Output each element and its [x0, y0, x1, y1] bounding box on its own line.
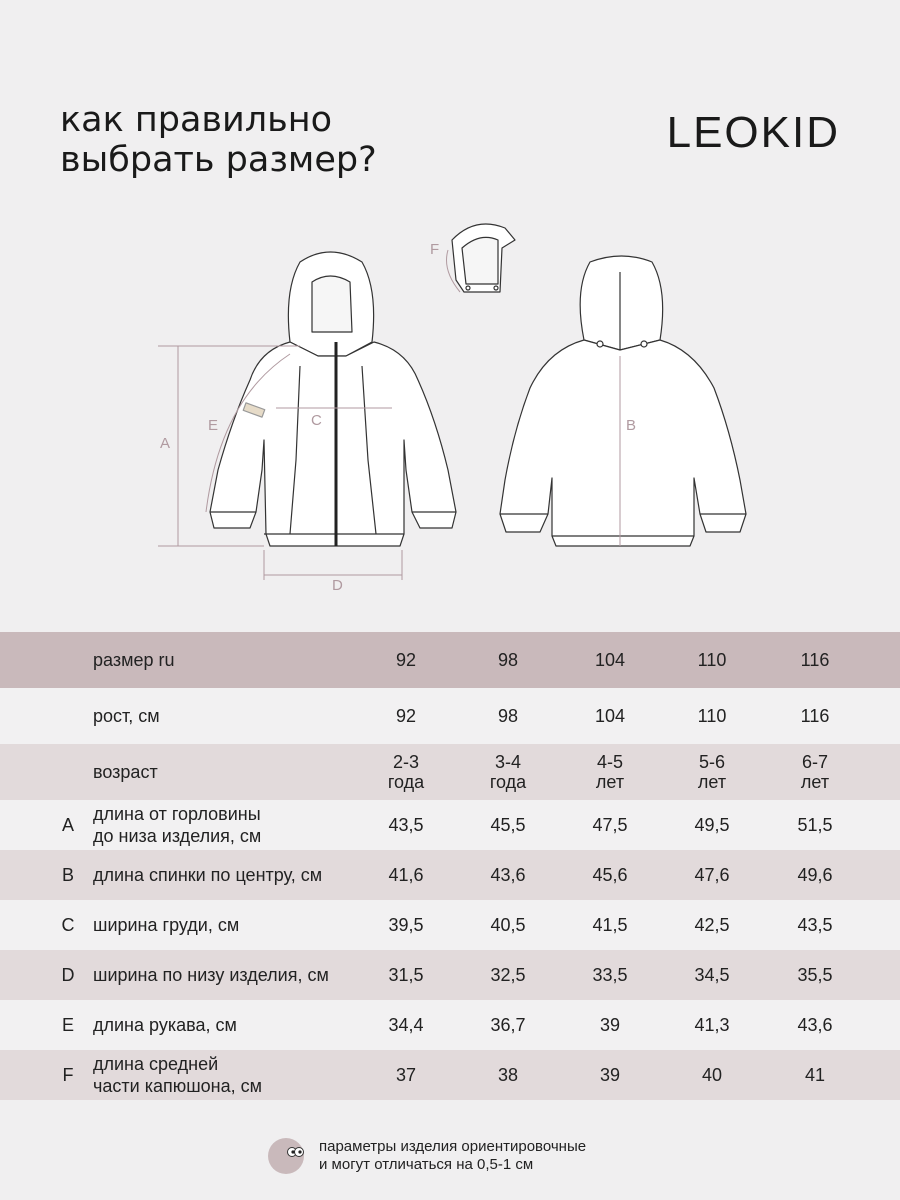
- table-cell: 4-5 лет: [595, 752, 625, 792]
- row-label: длина рукава, см: [93, 1015, 237, 1035]
- table-cell: 43,5: [797, 915, 833, 935]
- table-cell: 33,5: [592, 965, 628, 985]
- table-cell: 43,5: [388, 815, 424, 835]
- table-cell: 41,6: [388, 865, 424, 885]
- hood-detail-drawing: [452, 224, 515, 292]
- table-cell: 2-3 года: [387, 752, 425, 792]
- table-cell: 45,6: [592, 865, 628, 885]
- label-b: B: [626, 417, 637, 434]
- table-cell: 92: [395, 706, 417, 726]
- brand-logo: LEOKID: [666, 108, 840, 157]
- table-cell: 43,6: [797, 1015, 833, 1035]
- table-row-a: [0, 800, 900, 850]
- table-cell: 5-6 лет: [697, 752, 727, 792]
- label-f: F: [430, 241, 440, 258]
- table-cell: 37: [395, 1065, 417, 1085]
- table-cell: 110: [697, 650, 727, 670]
- row-label: ширина по низу изделия, см: [93, 965, 329, 985]
- table-row-f: [0, 1050, 900, 1100]
- table-cell: 39,5: [388, 915, 424, 935]
- table-cell: 39: [599, 1015, 621, 1035]
- table-cell: 32,5: [490, 965, 526, 985]
- jacket-back-drawing: [500, 256, 746, 546]
- table-cell: 104: [594, 706, 626, 726]
- table-row-age: [0, 744, 900, 800]
- disclaimer-note: [268, 1138, 586, 1174]
- table-row-size: [0, 632, 900, 688]
- jacket-illustration: [0, 210, 900, 610]
- table-row-d: [0, 950, 900, 1000]
- title-line-2: выбрать размер?: [60, 140, 377, 180]
- page-title: [60, 100, 377, 180]
- row-label: длина спинки по центру, см: [93, 865, 323, 885]
- table-cell: 98: [497, 706, 519, 726]
- label-c: C: [311, 412, 322, 429]
- table-cell: 104: [594, 650, 626, 670]
- row-label: размер ru: [93, 650, 175, 670]
- table-cell: 49,6: [797, 865, 833, 885]
- table-cell: 6-7 лет: [800, 752, 830, 792]
- table-cell: 35,5: [797, 965, 833, 985]
- table-cell: 3-4 года: [489, 752, 527, 792]
- table-cell: 34,5: [694, 965, 730, 985]
- table-cell: 40: [701, 1065, 723, 1085]
- table-cell: 42,5: [694, 915, 730, 935]
- row-letter: A: [61, 814, 74, 835]
- table-cell: 92: [395, 650, 417, 670]
- row-label: длина средней части капюшона, см: [93, 1054, 262, 1096]
- disclaimer-text: параметры изделия ориентировочные и могут отличаться на 0,5-1 см: [319, 1138, 587, 1173]
- label-e: E: [208, 417, 219, 434]
- row-label: длина от горловины до низа изделия, см: [93, 804, 262, 846]
- jacket-front-drawing: [210, 252, 456, 546]
- table-row-c: [0, 900, 900, 950]
- table-cell: 43,6: [490, 865, 526, 885]
- table-cell: 51,5: [797, 815, 833, 835]
- row-letter: D: [61, 964, 75, 985]
- row-label: возраст: [93, 762, 158, 782]
- row-letter: B: [61, 864, 74, 885]
- size-table: [0, 632, 900, 1100]
- row-label: ширина груди, см: [93, 915, 240, 935]
- table-cell: 41: [804, 1065, 826, 1085]
- row-label: рост, см: [93, 706, 160, 726]
- table-cell: 41,5: [592, 915, 628, 935]
- table-cell: 98: [497, 650, 519, 670]
- table-cell: 47,5: [592, 815, 628, 835]
- table-cell: 45,5: [490, 815, 526, 835]
- title-line-1: как правильно: [60, 100, 333, 140]
- table-cell: 110: [697, 706, 727, 726]
- table-cell: 47,6: [694, 865, 730, 885]
- row-letter: C: [61, 914, 75, 935]
- table-cell: 116: [800, 706, 830, 726]
- table-cell: 38: [497, 1065, 519, 1085]
- table-cell: 36,7: [490, 1015, 526, 1035]
- table-row-height: [0, 688, 900, 744]
- table-row-b: [0, 850, 900, 900]
- table-cell: 31,5: [388, 965, 424, 985]
- row-letter: F: [62, 1064, 74, 1085]
- table-cell: 41,3: [694, 1015, 730, 1035]
- table-cell: 116: [800, 650, 830, 670]
- table-cell: 39: [599, 1065, 621, 1085]
- table-cell: 49,5: [694, 815, 730, 835]
- row-letter: E: [61, 1014, 74, 1035]
- table-cell: 40,5: [490, 915, 526, 935]
- table-row-e: [0, 1000, 900, 1050]
- mascot-icon: [268, 1138, 304, 1174]
- table-cell: 34,4: [388, 1015, 424, 1035]
- label-d: D: [332, 577, 343, 594]
- label-a: A: [160, 435, 171, 452]
